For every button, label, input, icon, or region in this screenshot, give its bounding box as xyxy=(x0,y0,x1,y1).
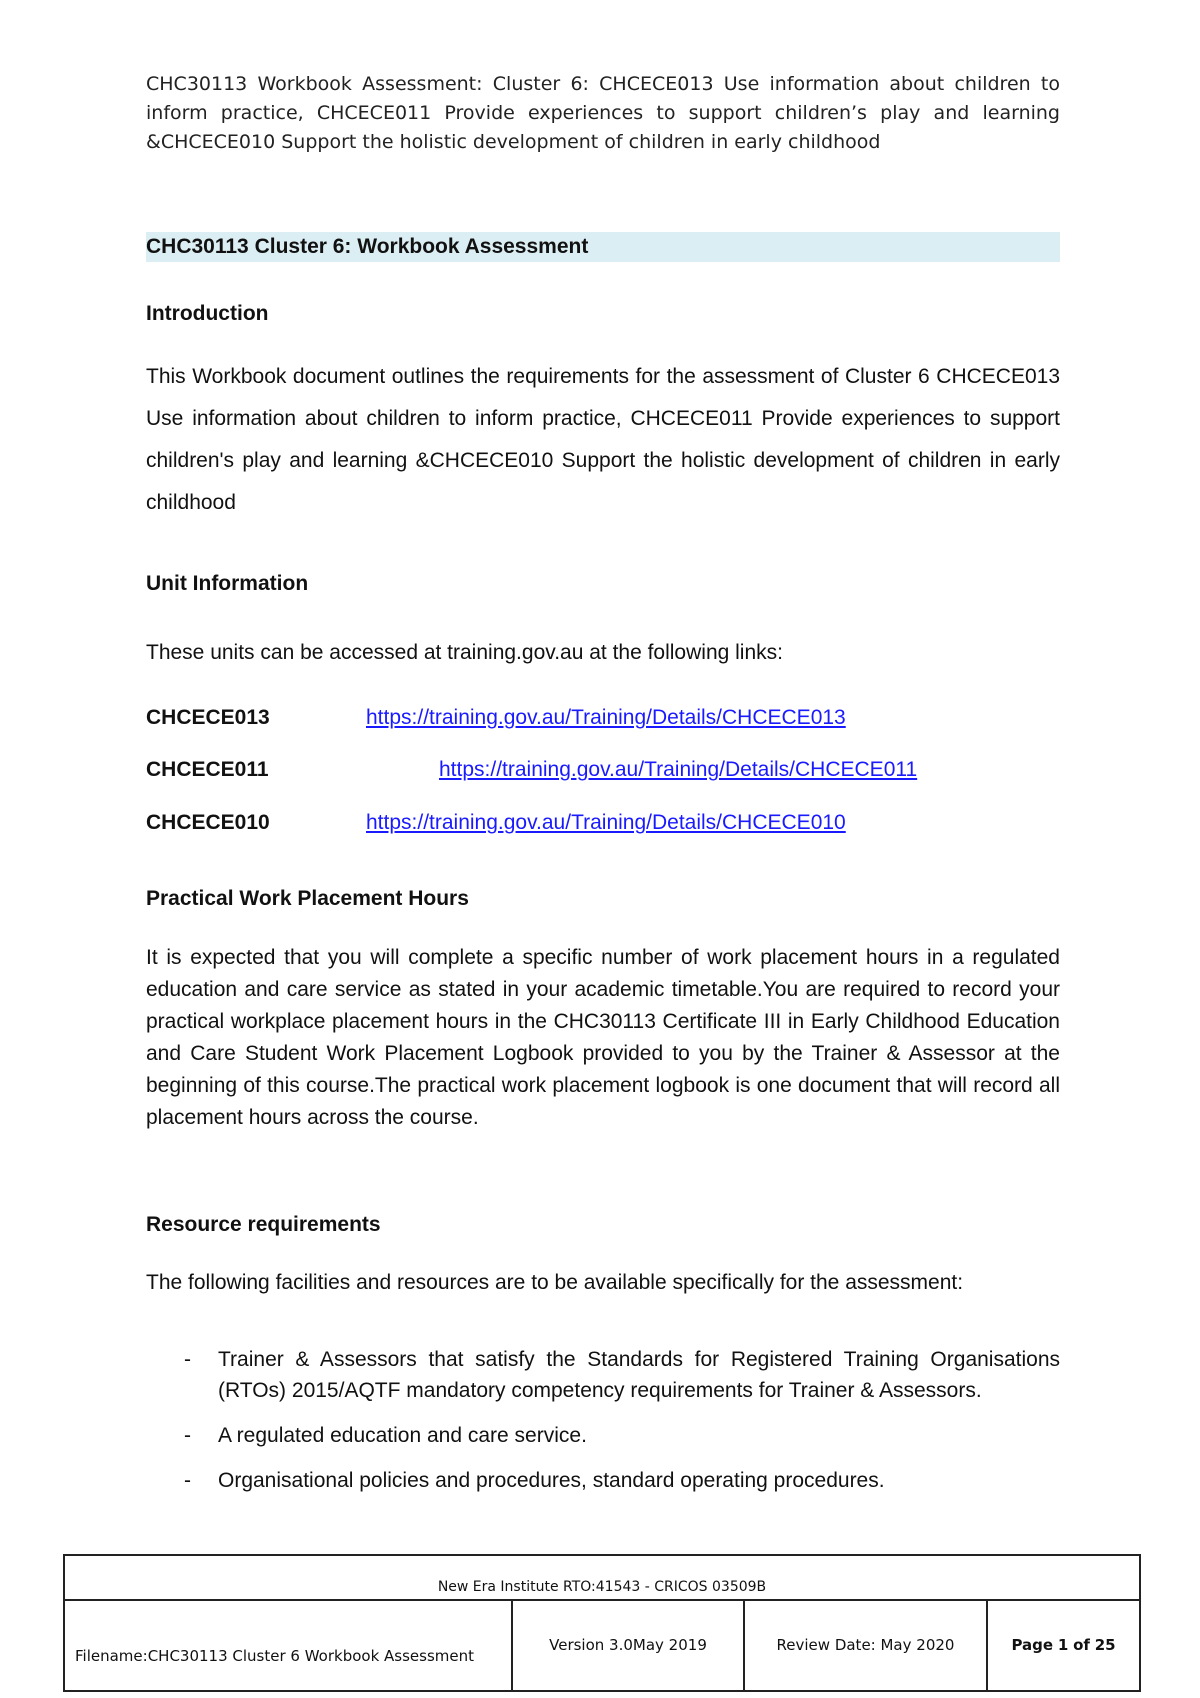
footer-version: Version 3.0May 2019 xyxy=(513,1601,745,1690)
page-label: Page xyxy=(1011,1636,1054,1654)
unit-link[interactable]: https://training.gov.au/Training/Details/CHCECE010 xyxy=(366,811,846,834)
list-item xyxy=(146,1465,1060,1496)
unit-code: CHCECE013 xyxy=(146,706,270,729)
list-item xyxy=(146,1344,1060,1406)
unit-information-heading: Unit Information xyxy=(146,572,309,595)
bullet-dash: - xyxy=(184,1469,191,1492)
footer-filename: Filename:CHC30113 Cluster 6 Workbook Assessment xyxy=(65,1601,513,1690)
bullet-dash: - xyxy=(184,1424,191,1447)
page-current: 1 xyxy=(1057,1636,1069,1654)
page-of: of xyxy=(1073,1636,1090,1654)
resources-text: The following facilities and resources are to be available specifically for the assessment: xyxy=(146,1271,964,1294)
unit-row xyxy=(146,808,1060,838)
bullet-dash: - xyxy=(184,1348,191,1371)
footer-page-number xyxy=(988,1601,1139,1690)
unit-link[interactable]: https://training.gov.au/Training/Details/CHCECE011 xyxy=(439,758,918,781)
unit-row xyxy=(146,755,1060,785)
unit-link[interactable]: https://training.gov.au/Training/Details/CHCECE013 xyxy=(366,706,846,729)
resources-list xyxy=(146,1344,1060,1510)
page-footer xyxy=(63,1554,1141,1692)
unit-code: CHCECE011 xyxy=(146,758,269,781)
list-item-text: A regulated education and care service. xyxy=(218,1424,587,1447)
section-title: CHC30113 Cluster 6: Workbook Assessment xyxy=(146,232,1060,262)
resources-heading: Resource requirements xyxy=(146,1213,381,1236)
unit-code: CHCECE010 xyxy=(146,811,270,834)
unit-access-text: These units can be accessed at training.gov.au at the following links: xyxy=(146,641,783,664)
introduction-text: This Workbook document outlines the requirements for the assessment of Cluster 6 CHCECE013 Use information about children to inform practice, CHCECE011 Provide experiences to support children's play and learning &CHCECE010 Support the holistic development of children in early childhood xyxy=(146,365,1060,514)
list-item xyxy=(146,1420,1060,1451)
footer-institute: New Era Institute RTO:41543 - CRICOS 03509B xyxy=(65,1556,1139,1601)
introduction-heading: Introduction xyxy=(146,302,269,325)
work-placement-heading: Practical Work Placement Hours xyxy=(146,887,469,910)
footer-review-date: Review Date: May 2020 xyxy=(745,1601,988,1690)
work-placement-text: It is expected that you will complete a specific number of work placement hours in a regulated education and care service as stated in your academic timetable.You are required to record your practical workplace placement hours in the CHC30113 Certificate III in Early Childhood Education and Care Student Work Placement Logbook provided to you by the Trainer & Assessor at the beginning of this course.The practical work placement logbook is one document that will record all placement hours across the course. xyxy=(146,946,1060,1129)
list-item-text: Organisational policies and procedures, standard operating procedures. xyxy=(218,1469,885,1492)
running-header: CHC30113 Workbook Assessment: Cluster 6: CHCECE013 Use information about children to inform practice, CHCECE011 Provide experiences to support children’s play and learning &CHCECE010 Support the holistic development of children in early childhood xyxy=(146,73,1060,153)
list-item-text: Trainer & Assessors that satisfy the Standards for Registered Training Organisations (RTOs) 2015/AQTF mandatory competency requirements for Trainer & Assessors. xyxy=(218,1348,1060,1402)
unit-row xyxy=(146,703,1060,733)
page-total: 25 xyxy=(1094,1636,1116,1654)
